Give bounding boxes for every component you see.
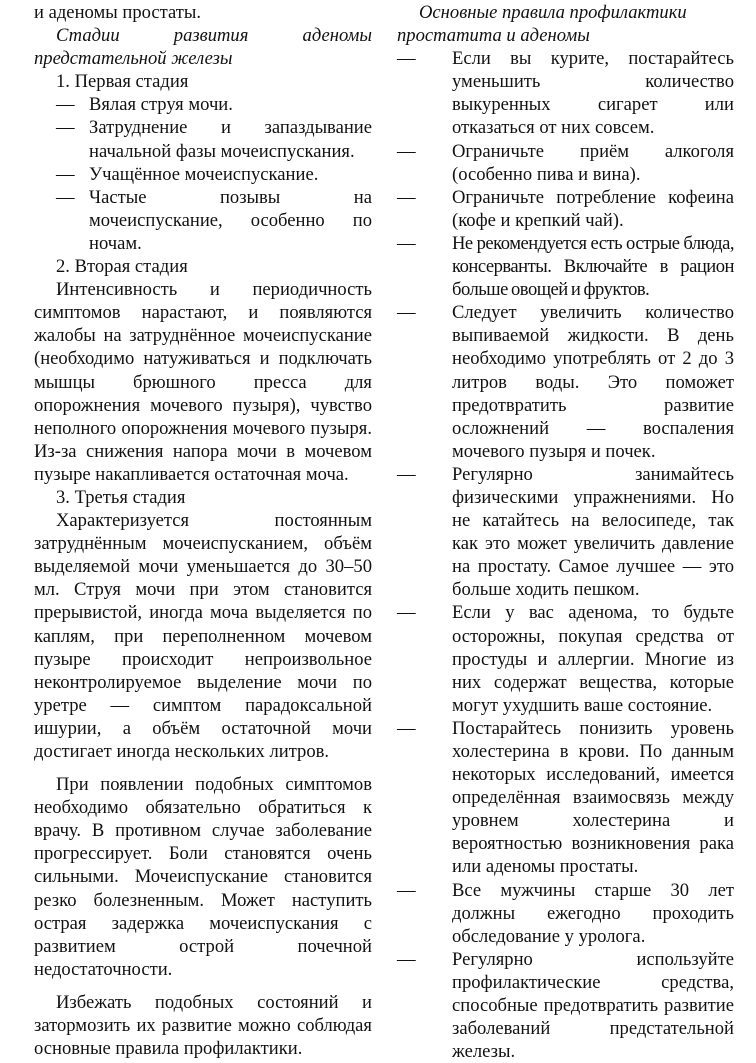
- stage-1-item: — Затруднение и запаздывание начальной фазы мочеиспускания.: [56, 117, 372, 162]
- stage-3-title: 3. Третья стадия: [56, 486, 186, 508]
- right-column: [397, 1, 734, 1063]
- stage-2-text: Интенсивность и периодичность симптомов нарастают, и появляются жалобы на затруднённое мочеиспускание (необходимо натуживаться и подключать мышцы брюшного пресса для опорожнения мочевого пузыря), чувство неполного опорожнения мочевого пузыря. Из-за снижения напора мочи в мочевом пузыре накапливается остаточная моча.: [34, 279, 372, 485]
- dash-mark: —: [397, 48, 416, 70]
- doctor-paragraph: При появлении подобных симптомов необходимо обязательно обратиться к врачу. В противном случае заболевание прогрессирует. Боли становятся очень сильными. Мочеиспускание становится резко болезненным. Может наступить острая задержка мочеиспускания с развитием острой почечной недостаточности.: [34, 774, 372, 980]
- prevention-item: — Регулярно занимайтесь физическими упражнениями. Но не катайтесь на велосипеде, так как это может увеличить давление на простату. Самое лучшее — это больше ходить пешком.: [397, 463, 734, 601]
- stage-1-item: — Вялая струя мочи.: [56, 94, 233, 116]
- dash-mark: —: [56, 94, 75, 116]
- dash-mark: —: [397, 602, 416, 624]
- prevention-item: — Ограничьте приём алкоголя (особенно пива и вина).: [397, 140, 734, 185]
- continuation-line: и аденомы простаты.: [34, 2, 202, 23]
- avoid-paragraph: Избежать подобных состояний и затормозить их развитие можно соблюдая основные правила профилактики.: [34, 991, 372, 1060]
- dash-mark: —: [397, 232, 416, 254]
- dash-mark: —: [397, 948, 416, 970]
- stage-1-item: — Учащённое мочеиспускание.: [56, 163, 319, 185]
- dash-mark: —: [56, 186, 75, 208]
- prevention-item: — Если у вас аденома, то будьте осторожны, покупая средства от простуды и аллергии. Многие из них содержат вещества, которые могут ухудшить ваше состояние.: [397, 602, 734, 716]
- stages-heading: Стадии развития аденомы предстательной железы: [34, 25, 372, 70]
- stage-2-title: 2. Вторая стадия: [56, 256, 188, 278]
- dash-mark: —: [397, 186, 416, 208]
- stage-3-text: Характеризуется постоянным затруднённым мочеиспусканием, объём выделяемой мочи уменьшается до 30–50 мл. Струя мочи при этом становится прерывистой, иногда моча выделяется по каплям, при переполненном мочевом пузыре происходит непроизвольное неконтролируемое выделение мочи по уретре — симптом парадоксальной ишурии, а объём остаточной мочи достигает иногда нескольких литров.: [34, 510, 372, 762]
- prevention-item: — Следует увеличить количество выпиваемой жидкости. В день необходимо употреблять от 2 до 3 литров воды. Это поможет предотвратить развитие осложнений — воспаления мочевого пузыря и почек.: [397, 302, 734, 462]
- left-column: [34, 1, 372, 1060]
- dash-mark: —: [397, 302, 416, 324]
- prevention-heading: Основные правила профилактики простатита и аденомы: [397, 2, 687, 47]
- dash-mark: —: [397, 879, 416, 901]
- dash-mark: —: [56, 117, 75, 139]
- stage-1-item: — Частые позывы на мочеиспускание, особенно по ночам.: [56, 186, 372, 254]
- prevention-item: — Не рекомендуется есть острые блюда, консерванты. Включайте в рацион больше овощей и фруктов.: [397, 232, 734, 301]
- dash-mark: —: [397, 140, 416, 162]
- dash-mark: —: [397, 717, 416, 739]
- stage-1-title: 1. Первая стадия: [56, 71, 189, 93]
- prevention-item: — Все мужчины старше 30 лет должны ежегодно проходить обследование у уролога.: [397, 879, 734, 947]
- dash-mark: —: [56, 163, 75, 185]
- prevention-item: — Если вы курите, постарайтесь уменьшить количество выкуренных сигарет или отказаться от них совсем.: [397, 48, 734, 139]
- dash-mark: —: [397, 463, 416, 485]
- prevention-item: — Постарайтесь понизить уровень холестерина в крови. По данным некоторых исследований, имеется определённая взаимосвязь между уровнем холестерина и вероятностью возникновения рака или аденомы простаты.: [397, 717, 734, 878]
- prevention-item: — Ограничьте потребление кофеина (кофе и крепкий чай).: [397, 186, 734, 231]
- prevention-item: — Регулярно используйте профилактические средства, способные предотвратить развитие заболеваний предстательной железы.: [397, 948, 734, 1063]
